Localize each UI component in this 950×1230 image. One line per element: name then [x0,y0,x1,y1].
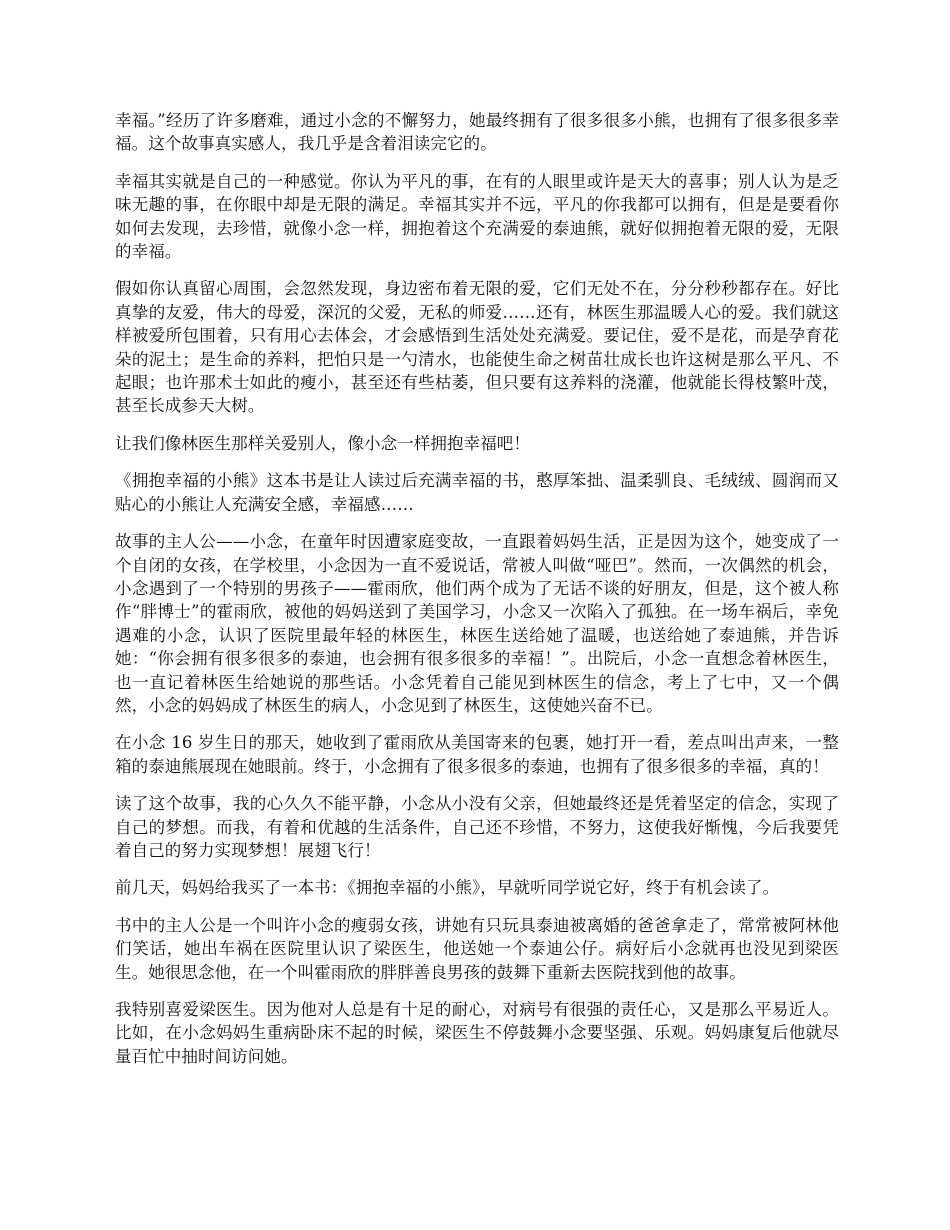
paragraph-4: 让我们像林医生那样关爱别人，像小念一样拥抱幸福吧！ [115,433,530,453]
paragraph-10: 书中的主人公是一个叫许小念的瘦弱女孩，讲她有只玩具泰迪被离婚的爸爸拿走了，常常被阿林他们笑话，她出车祸在医院里认识了梁医生，他送她一个泰迪公仔。病好后小念就再也没见到梁医生。她很思念他，在一个叫霍雨欣的胖胖善良男孩的鼓舞下重新去医院找到他的故事。 [115,915,839,982]
paragraph-8: 读了这个故事，我的心久久不能平静，小念从小没有父亲，但她最终还是凭着坚定的信念，实现了自己的梦想。而我，有着和优越的生活条件，自己还不珍惜，不努力，这使我好惭愧，今后我要凭着自己的努力实现梦想！展翅飞行！ [115,794,839,860]
paragraph-3: 假如你认真留心周围，会忽然发现，身边密布着无限的爱，它们无处不在，分分秒秒都存在。好比真挚的友爱，伟大的母爱，深沉的父爱，无私的师爱……还有，林医生那温暖人心的爱。我们就这样被爱所包围着，只有用心去体会，才会感悟到生活处处充满爱。要记住，爱不是花，而是孕育花朵的泥土；是生命的养料，把怕只是一勺清水，也能使生命之树苗壮成长也许这树是那么平凡、不起眼；也许那术士如此的瘦小，甚至还有些枯萎，但只要有这养料的浇灌，他就能长得枝繁叶茂，甚至长成参天大树。 [115,279,839,416]
paragraph-7: 在小念 16 岁生日的那天，她收到了霍雨欣从美国寄来的包裹，她打开一看，差点叫出声来，一整箱的泰迪熊展现在她眼前。终于，小念拥有了很多很多的泰迪，也拥有了很多很多的幸福，真的！ [115,733,839,776]
paragraph-1: 幸福。”经历了许多磨难，通过小念的不懈努力，她最终拥有了很多很多小熊，也拥有了很多很多幸福。这个故事真实感人，我几乎是含着泪读完它的。 [115,111,839,154]
paragraph-5: 《拥抱幸福的小熊》这本书是让人读过后充满幸福的书，憨厚笨拙、温柔驯良、毛绒绒、圆润而又贴心的小熊让人充满安全感，幸福感…… [115,471,839,514]
paragraph-6: 故事的主人公——小念，在童年时因遭家庭变故，一直跟着妈妈生活，正是因为这个，她变成了一个自闭的女孩，在学校里，小念因为一直不爱说话，常被人叫做“哑巴”。然而，一次偶然的机会，小念遇到了一个特别的男孩子——霍雨欣，他们两个成为了无话不谈的好朋友，但是，这个被人称作“胖博士”的霍雨欣，被他的妈妈送到了美国学习，小念又一次陷入了孤独。在一场车祸后，幸免遇难的小念，认识了医院里最年轻的林医生，林医生送给她了温暖，也送给她了泰迪熊，并告诉她：“你会拥有很多很多的泰迪，也会拥有很多很多的幸福！”。出院后，小念一直想念着林医生，也一直记着林医生给她说的那些话。小念凭着自己能见到林医生的信念，考上了七中，又一个偶然，小念的妈妈成了林医生的病人，小念见到了林医生，这使她兴奋不已。 [115,532,839,715]
paragraph-11: 我特别喜爱梁医生。因为他对人总是有十足的耐心，对病号有很强的责任心，又是那么平易近人。比如，在小念妈妈生重病卧床不起的时候，梁医生不停鼓舞小念要坚强、乐观。妈妈康复后他就尽量百忙中抽时间访问她。 [115,1000,839,1066]
document-body [115,109,839,1082]
paragraph-9: 前几天，妈妈给我买了一本书：《拥抱幸福的小熊》，早就听同学说它好，终于有机会读了。 [115,878,780,898]
paragraph-2: 幸福其实就是自己的一种感觉。你认为平凡的事，在有的人眼里或许是天大的喜事；别人认为是乏味无趣的事，在你眼中却是无限的满足。幸福其实并不远，平凡的你我都可以拥有，但是是要看你如何去发现，去珍惜，就像小念一样，拥抱着这个充满爱的泰迪熊，就好似拥抱着无限的爱，无限的幸福。 [115,171,839,262]
